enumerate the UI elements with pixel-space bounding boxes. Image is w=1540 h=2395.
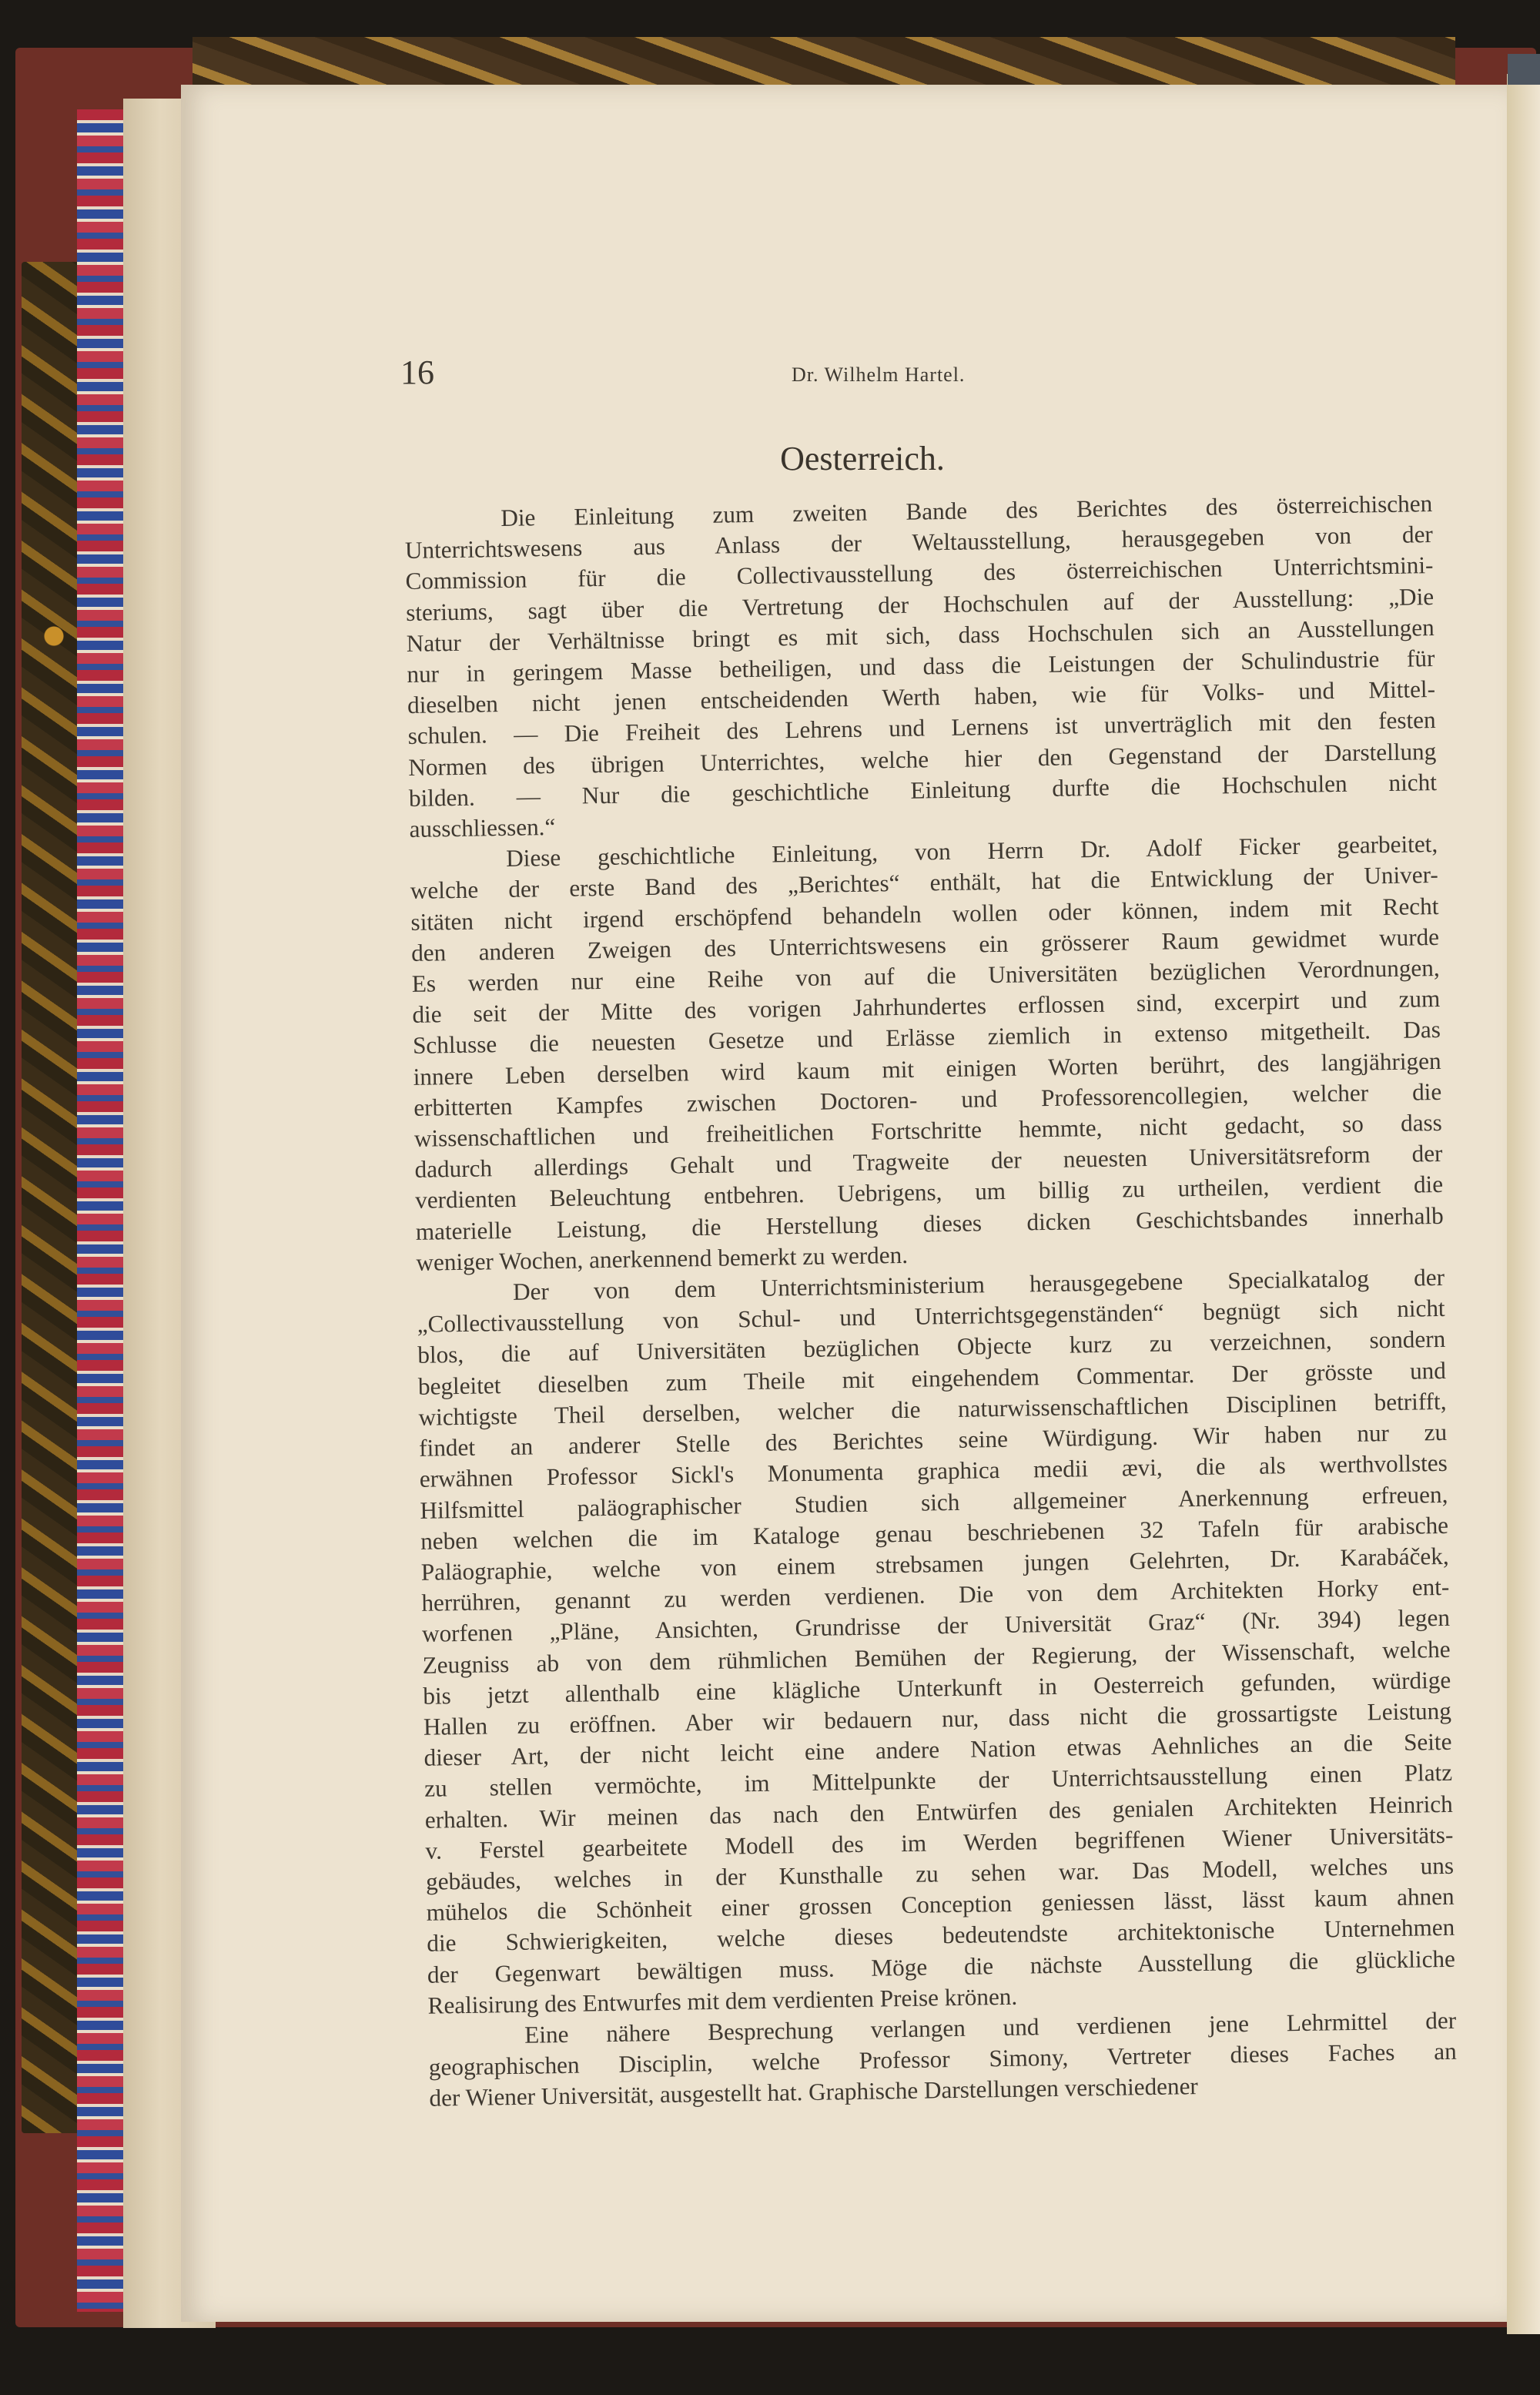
- text-line: gebäudes, welches in der Kunsthalle zu sehen war. Das Modell, welches uns: [425, 1851, 1455, 1895]
- text-line: innere Leben derselben wird kaum mit einigen Worten berührt, des langjährigen: [413, 1047, 1441, 1090]
- text-line: blos, die auf Universitäten bezüglichen Objecte kurz zu verzeichnen, sondern: [417, 1325, 1446, 1369]
- corner-strip: [1508, 54, 1540, 85]
- page-fore-edge: [1507, 74, 1540, 2334]
- text-line: wichtigste Theil derselben, welcher die naturwissenschaftlichen Disciplinen betrifft,: [418, 1387, 1447, 1431]
- text-line: Eine nähere Besprechung verlangen und verdienen jene Lehrmittel der: [524, 2006, 1457, 2048]
- text-line: ausschliessen.“: [409, 813, 556, 842]
- text-line: erwähnen Professor Sickl's Monumenta graphica medii ævi, die als werthvollstes: [419, 1449, 1448, 1493]
- text-line: der Gegenwart bewältigen muss. Möge die nächste Ausstellung die glückliche: [427, 1944, 1456, 1988]
- text-line: Es werden nur eine Reihe von auf die Universitäten bezüglichen Verordnungen,: [411, 954, 1440, 997]
- cover-marbled-edge-top: [192, 37, 1455, 91]
- text-line: Die Einleitung zum zweiten Bande des Berichtes des österreichischen: [500, 490, 1433, 532]
- text-line: Der von dem Unterrichtsministerium herausgegebene Specialkatalog der: [512, 1263, 1445, 1305]
- text-line: zu stellen vermöchte, im Mittelpunkte der Unterrichtsausstellung einen Platz: [424, 1759, 1453, 1803]
- text-line: begleitet dieselben zum Theile mit eingehendem Commentar. Der grösste und: [417, 1356, 1447, 1400]
- text-line: Commission für die Collectivausstellung des österreichischen Unterrichtsmini-: [405, 551, 1434, 595]
- text-line: Normen des übrigen Unterrichtes, welche hier den Gegenstand der Darstellung: [408, 737, 1437, 781]
- text-line: Unterrichtswesens aus Anlass der Weltausstellung, herausgegeben von der: [404, 521, 1434, 564]
- text-line: verdienten Beleuchtung entbehren. Uebrigens, um billig zu urtheilen, verdient die: [414, 1171, 1444, 1214]
- text-line: mühelos die Schönheit einer grossen Conception geniessen lässt, lässt kaum ahnen: [426, 1882, 1455, 1926]
- text-line: findet an anderer Stelle des Berichtes seine Würdigung. Wir haben nur zu: [418, 1418, 1448, 1462]
- author-running-title: Dr. Wilhelm Hartel.: [792, 363, 966, 386]
- text-line: „Collectivausstellung von Schul- und Unterrichtsgegenständen“ begnügt sich nicht: [417, 1295, 1445, 1338]
- text-line: weniger Wochen, anerkennend bemerkt zu werden.: [416, 1241, 909, 1276]
- paragraph: [410, 829, 1445, 1278]
- text-line: Hallen zu eröffnen. Aber wir bedauern nur, dass nicht die grossartigste Leistung: [423, 1697, 1452, 1740]
- text-line: der Wiener Universität, ausgestellt hat. Graphische Darstellungen verschiedener: [429, 2072, 1199, 2112]
- text-line: herrühren, genannt zu werden verdienen. Die von dem Architekten Horky ent-: [421, 1573, 1450, 1616]
- text-line: den anderen Zweigen des Unterrichtswesens ein grösserer Raum gewidmet wurde: [410, 923, 1440, 966]
- text-line: Schlusse die neuesten Gesetze und Erlässe ziemlich in extenso mitgetheilt. Das: [412, 1016, 1441, 1060]
- text-line: Diese geschichtliche Einleitung, von Herrn Dr. Adolf Ficker gearbeitet,: [505, 830, 1438, 873]
- page-number: 16: [400, 353, 434, 391]
- body-text: [404, 488, 1458, 2114]
- text-line: sitäten nicht irgend erschöpfend behandeln wollen oder können, indem mit Recht: [410, 892, 1439, 936]
- text-line: bilden. — Nur die geschichtliche Einleitung durfte die Hochschulen nicht: [408, 768, 1438, 812]
- text-line: welche der erste Band des „Berichtes“ enthält, hat die Entwicklung der Univer-: [410, 861, 1438, 905]
- text-line: die Schwierigkeiten, welche dieses bedeutendste architektonische Unternehmen: [427, 1914, 1455, 1958]
- text-line: v. Ferstel gearbeitete Modell des im Werden begriffenen Wiener Universitäts-: [425, 1821, 1454, 1864]
- text-line: bis jetzt allenthalb eine klägliche Unterkunft in Oesterreich gefunden, würdige: [423, 1666, 1451, 1710]
- text-line: geographischen Disciplin, welche Professor Simony, Vertreter dieses Faches an: [428, 2037, 1457, 2081]
- text-line: materielle Leistung, die Herstellung dieses dicken Geschichtsbandes innerhalb: [415, 1201, 1444, 1245]
- text-line: dieselben nicht jenen entscheidenden Werth haben, wie für Volks- und Mittel-: [407, 675, 1436, 719]
- text-line: steriums, sagt über die Vertretung der Hochschulen auf der Ausstellung: „Die: [405, 582, 1435, 626]
- section-title: Oesterreich.: [780, 440, 945, 477]
- text-line: nur in geringem Masse betheiligen, und dass die Leistungen der Schulindustrie für: [407, 645, 1435, 688]
- text-line: dieser Art, der nicht leicht eine andere Nation etwas Aehnliches an die Seite: [424, 1727, 1452, 1771]
- text-line: erbitterten Kampfes zwischen Doctoren- und Professorencollegien, welcher die: [413, 1077, 1442, 1121]
- paragraph: [417, 1262, 1456, 2022]
- text-line: Zeugniss ab von dem rühmlichen Bemühen der Regierung, der Wissenschaft, welche: [422, 1635, 1451, 1679]
- text-line: wissenschaftlichen und freiheitlichen Fortschritte hemmte, nicht gedacht, so dass: [413, 1108, 1443, 1152]
- text-line: Hilfsmittel paläographischer Studien sich allgemeiner Anerkennung erfreuen,: [420, 1480, 1448, 1524]
- text-line: schulen. — Die Freiheit des Lehrens und Lernens ist unverträglich mit den festen: [407, 706, 1436, 750]
- text-line: erhalten. Wir meinen das nach den Entwürfen des genialen Architekten Heinrich: [424, 1790, 1453, 1834]
- paragraph: [404, 488, 1438, 845]
- text-line: Realisirung des Entwurfes mit dem verdienten Preise krönen.: [427, 1982, 1018, 2019]
- paragraph: [428, 2005, 1458, 2115]
- text-line: dadurch allerdings Gehalt und Tragweite der neuesten Universitätsreform der: [414, 1140, 1443, 1184]
- text-line: neben welchen die im Kataloge genau beschriebenen 32 Tafeln für arabische: [420, 1511, 1449, 1555]
- text-line: Natur der Verhältnisse bringt es mit sich, dass Hochschulen sich an Ausstellungen: [406, 613, 1435, 657]
- text-line: Paläographie, welche von einem strebsamen jungen Gelehrten, Dr. Karabáček,: [420, 1542, 1449, 1586]
- text-line: worfenen „Pläne, Ansichten, Grundrisse der Universität Graz“ (Nr. 394) legen: [421, 1604, 1451, 1648]
- text-line: die seit der Mitte des vorigen Jahrhundertes erflossen sind, excerpirt und zum: [412, 985, 1441, 1029]
